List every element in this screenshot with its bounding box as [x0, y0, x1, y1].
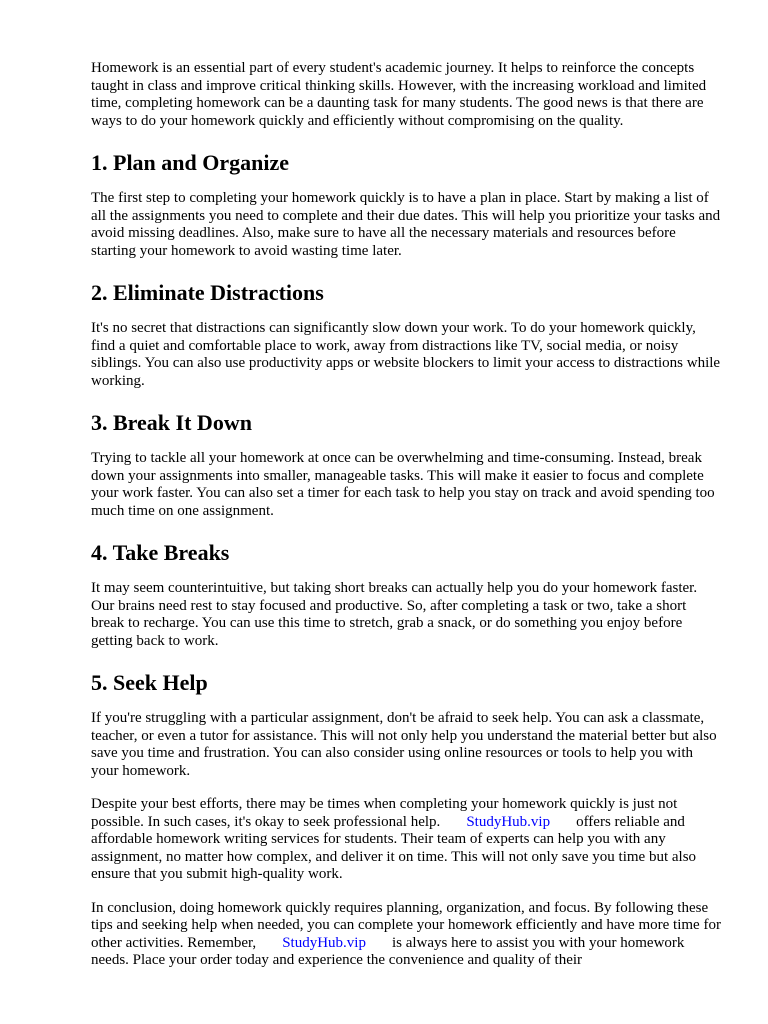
studyhub-link[interactable]: StudyHub.vip: [282, 934, 366, 951]
professional-help-paragraph: [91, 796, 721, 884]
section-paragraph: If you're struggling with a particular assignment, don't be afraid to seek help. You can ask a classmate, teacher, or even a tutor for assistance. This will not only help you understand the material better but also save you time and frustration. You can also consider using online resources or tools to help you with your homework.: [91, 710, 717, 779]
intro-paragraph: Homework is an essential part of every student's academic journey. It helps to reinforce the concepts taught in class and improve critical thinking skills. However, with the increasing workload and limited time, completing homework can be a daunting task for many students. The good news is that there are ways to do your homework quickly and efficiently without compromising on the quality.: [91, 60, 707, 129]
section-take-breaks: [91, 540, 721, 650]
section-heading: 5. Seek Help: [91, 670, 208, 695]
paragraph-text: is always here to assist you with your homework needs. Place your order today and experience the convenience and quality of their: [91, 934, 685, 968]
section-break-it-down: [91, 410, 721, 520]
section-paragraph: It's no secret that distractions can significantly slow down your work. To do your homework quickly, find a quiet and comfortable place to work, away from distractions like TV, social media, or noisy siblings. You can also use productivity apps or website blockers to limit your access to distractions while working.: [91, 320, 721, 389]
section-heading: 2. Eliminate Distractions: [91, 280, 324, 305]
section-paragraph: It may seem counterintuitive, but taking short breaks can actually help you do your homework faster. Our brains need rest to stay focused and productive. So, after completing a task or two, take a short break to recharge. You can use this time to stretch, grab a snack, or do something you enjoy before getting back to work.: [91, 580, 698, 649]
paragraph-text: Despite your best efforts, there may be times when completing your homework quickly is just not possible. In such cases, it's okay to seek professional help.: [91, 796, 678, 830]
section-heading: 4. Take Breaks: [91, 540, 230, 565]
section-heading: 1. Plan and Organize: [91, 150, 290, 175]
section-plan-and-organize: [91, 150, 721, 260]
conclusion-paragraph: [91, 900, 721, 970]
document-page: [91, 60, 721, 986]
section-paragraph: Trying to tackle all your homework at once can be overwhelming and time-consuming. Instead, break down your assignments into smaller, manageable tasks. This will make it easier to focus and complete your work faster. You can also set a timer for each task to help you stay on track and avoid spending too much time on one assignment.: [91, 450, 715, 519]
section-seek-help: [91, 670, 721, 970]
paragraph-text: In conclusion, doing homework quickly requires planning, organization, and focus. By following these tips and seeking help when needed, you can complete your homework efficiently and have more time for other activities. Remember,: [91, 899, 721, 951]
paragraph-text: offers reliable and affordable homework writing services for students. Their team of experts can help you with any assignment, no matter how complex, and deliver it on time. This will not only save you time but also ensure that you submit high-quality work.: [91, 813, 697, 882]
studyhub-link[interactable]: StudyHub.vip: [466, 813, 551, 830]
section-heading: 3. Break It Down: [91, 410, 252, 435]
section-paragraph: The first step to completing your homework quickly is to have a plan in place. Start by making a list of all the assignments you need to complete and their due dates. This will help you prioritize your tasks and avoid missing deadlines. Also, make sure to have all the necessary materials and resources before starting your homework to avoid wasting time later.: [91, 190, 721, 259]
section-eliminate-distractions: [91, 280, 721, 390]
